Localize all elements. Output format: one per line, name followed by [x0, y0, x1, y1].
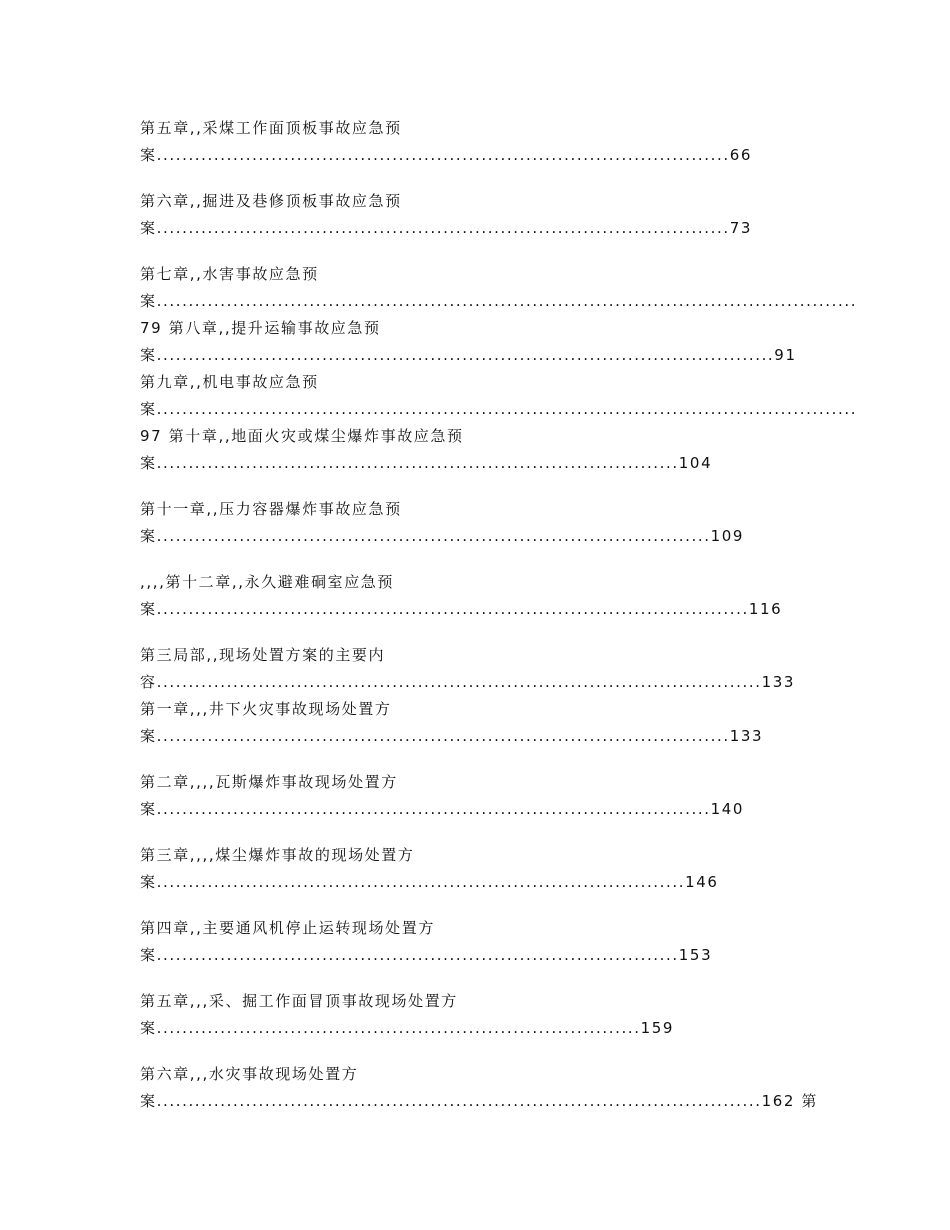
toc-line: 案..........................................................................................66: [140, 146, 753, 164]
toc-line: 第三局部,,现场处置方案的主要内: [140, 646, 386, 664]
toc-line: 案..........................................................................................133: [140, 727, 764, 745]
toc-line: 案..........................................................................................73: [140, 219, 753, 237]
toc-line: 第二章,,,,瓦斯爆炸事故现场处置方: [140, 773, 398, 791]
toc-line: 案...............................................................................................162 第: [140, 1092, 818, 1110]
toc-line: 第六章,,,水灾事故现场处置方: [140, 1065, 359, 1083]
toc-line: 案.............................................................................................116: [140, 600, 783, 618]
toc-line: 案..............................................................................................................: [140, 292, 858, 310]
toc-line: 案.......................................................................................140: [140, 800, 745, 818]
toc-line: ,,,,第十二章,,永久避难硐室应急预: [140, 573, 395, 591]
toc-line: 97 第十章,,地面火灾或煤尘爆炸事故应急预: [140, 427, 464, 445]
toc-line: 案............................................................................159: [140, 1019, 675, 1037]
toc-line: 第五章,,,采、掘工作面冒顶事故现场处置方: [140, 992, 458, 1010]
toc-line: 第一章,,,井下火灾事故现场处置方: [140, 700, 392, 718]
toc-line: 第五章,,采煤工作面顶板事故应急预: [140, 119, 402, 137]
toc-line: 案...................................................................................146: [140, 873, 719, 891]
toc-line: 案..............................................................................................................: [140, 400, 858, 418]
toc-line: 案.......................................................................................109: [140, 527, 745, 545]
toc-line: 案..................................................................................153: [140, 946, 713, 964]
toc-line: 第四章,,主要通风机停止运转现场处置方: [140, 919, 435, 937]
toc-line: 案.................................................................................................91: [140, 346, 797, 364]
toc-line: 79 第八章,,提升运输事故应急预: [140, 319, 381, 337]
toc-line: 第九章,,机电事故应急预: [140, 373, 319, 391]
toc-line: 第六章,,掘进及巷修顶板事故应急预: [140, 192, 402, 210]
toc-line: 案..................................................................................104: [140, 454, 713, 472]
toc-line: 容...............................................................................................133: [140, 673, 795, 691]
toc-line: 第三章,,,,煤尘爆炸事故的现场处置方: [140, 846, 415, 864]
toc-line: 第七章,,水害事故应急预: [140, 265, 319, 283]
toc-line: 第十一章,,压力容器爆炸事故应急预: [140, 500, 402, 518]
